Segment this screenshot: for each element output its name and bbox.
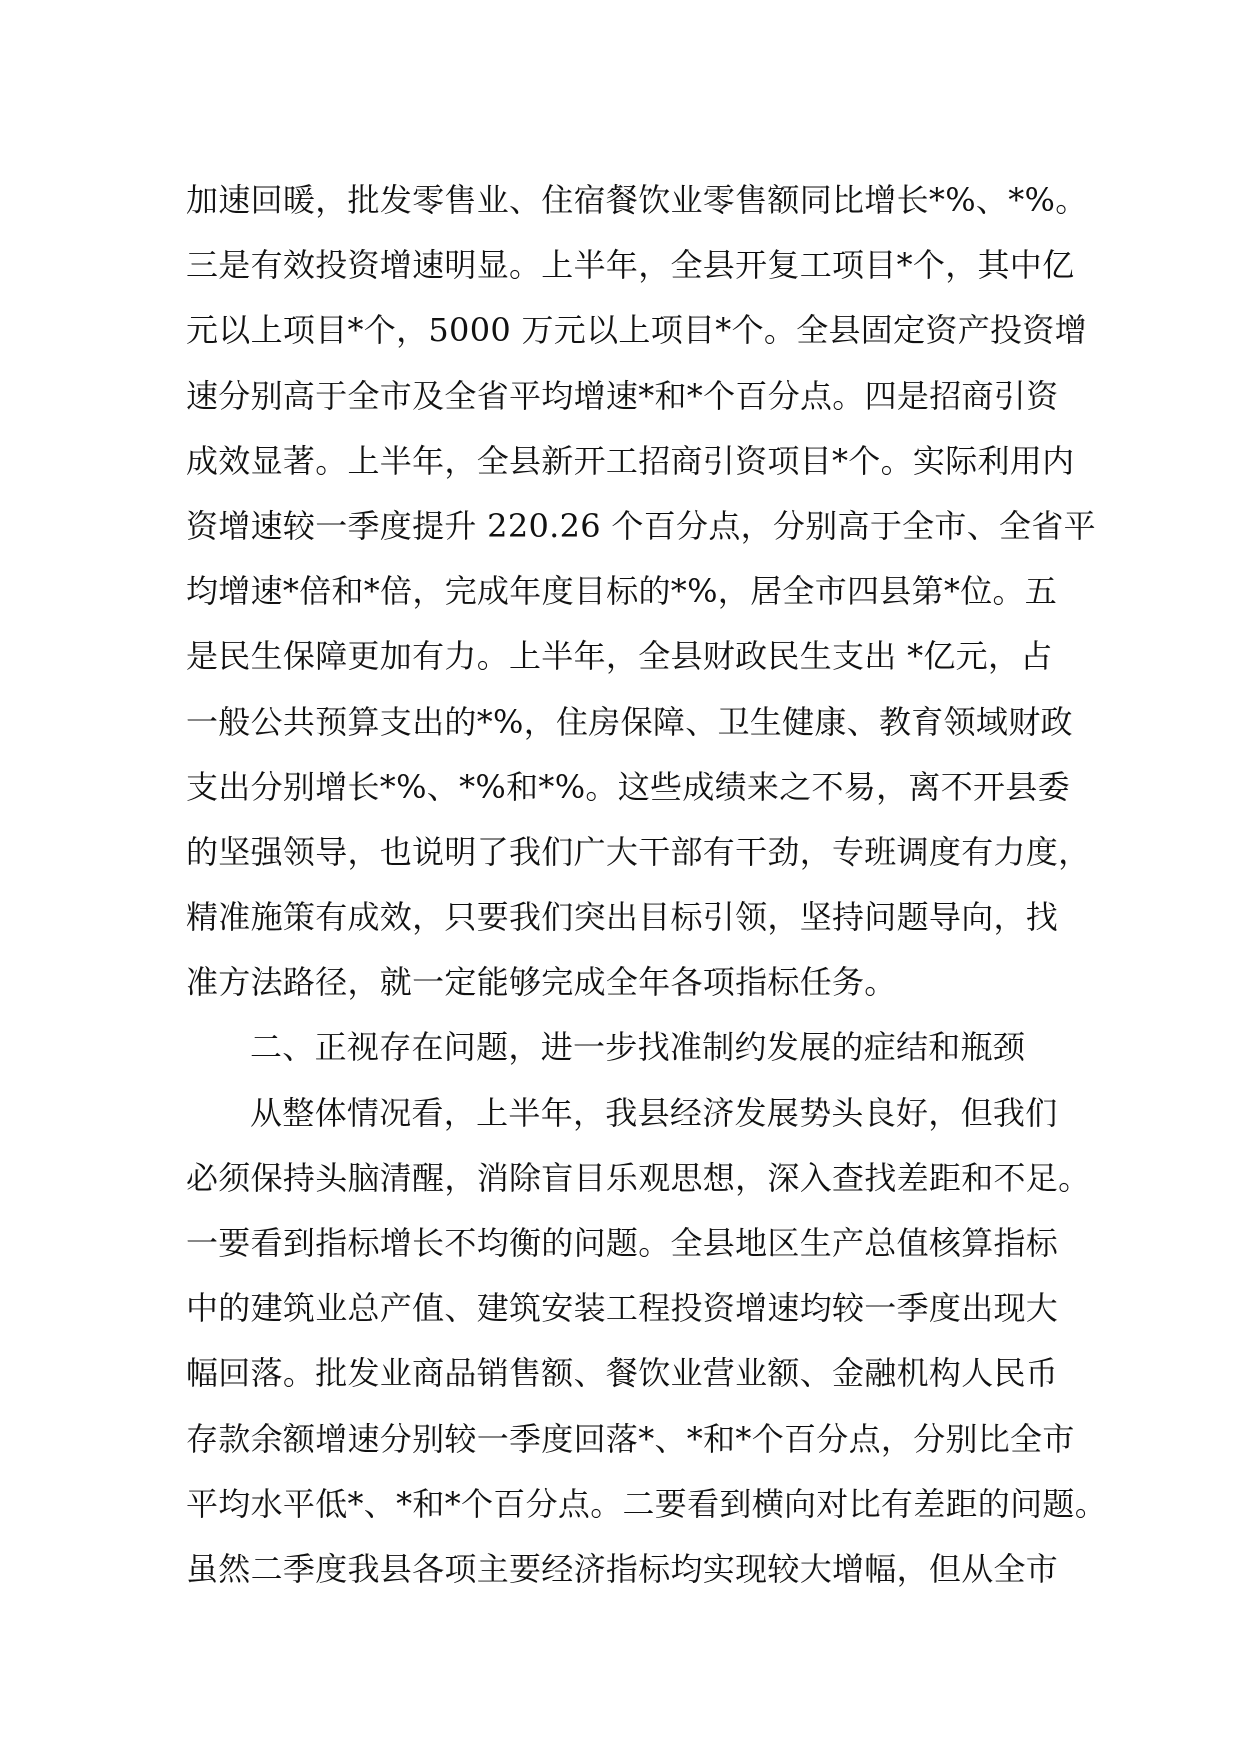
text-line: 均增速*倍和*倍，完成年度目标的*%，居全市四县第*位。五 <box>186 572 1058 611</box>
text-line: 虽然二季度我县各项主要经济指标均实现较大增幅，但从全市 <box>186 1549 1059 1588</box>
text-line: 精准施策有成效，只要我们突出目标引领，坚持问题导向，找 <box>186 898 1059 937</box>
text-line: 准方法路径，就一定能够完成全年各项指标任务。 <box>186 963 897 1002</box>
text-line: 速分别高于全市及全省平均增速*和*个百分点。四是招商引资 <box>186 376 1059 415</box>
text-line: 三是有效投资增速明显。上半年，全县开复工项目*个，其中亿 <box>186 246 1075 285</box>
text-line: 从整体情况看，上半年，我县经济发展势头良好，但我们 <box>250 1093 1058 1132</box>
text-line: 支出分别增长*%、*%和*%。这些成绩来之不易，离不开县委 <box>186 767 1070 806</box>
text-line: 加速回暖，批发零售业、住宿餐饮业零售额同比增长*%、*%。 <box>186 181 1088 219</box>
text-line: 资增速较一季度提升 220.26 个百分点，分别高于全市、全省平 <box>186 506 1096 545</box>
text-line: 是民生保障更加有力。上半年，全县财政民生支出 *亿元，占 <box>186 637 1053 676</box>
text-line: 一要看到指标增长不均衡的问题。全县地区生产总值核算指标 <box>186 1224 1059 1262</box>
text-line: 中的建筑业总产值、建筑安装工程投资增速均较一季度出现大 <box>186 1289 1059 1328</box>
text-line: 平均水平低*、*和*个百分点。二要看到横向对比有差距的问题。 <box>186 1484 1108 1523</box>
text-line: 幅回落。批发业商品销售额、餐饮业营业额、金融机构人民币 <box>186 1354 1059 1393</box>
text-line: 存款余额增速分别较一季度回落*、*和*个百分点，分别比全市 <box>186 1419 1075 1458</box>
section-heading: 二、正视存在问题，进一步找准制约发展的症结和瓶颈 <box>250 1028 1026 1067</box>
text-line: 必须保持头脑清醒，消除盲目乐观思想，深入查找差距和不足。 <box>186 1158 1091 1197</box>
body-text <box>186 168 1108 1602</box>
text-line: 的坚强领导，也说明了我们广大干部有干劲，专班调度有力度， <box>186 832 1091 871</box>
text-line: 元以上项目*个，5000 万元以上项目*个。全县固定资产投资增 <box>186 311 1087 350</box>
text-line: 成效显著。上半年，全县新开工招商引资项目*个。实际利用内 <box>186 441 1075 480</box>
text-line: 一般公共预算支出的*%，住房保障、卫生健康、教育领域财政 <box>186 702 1073 741</box>
